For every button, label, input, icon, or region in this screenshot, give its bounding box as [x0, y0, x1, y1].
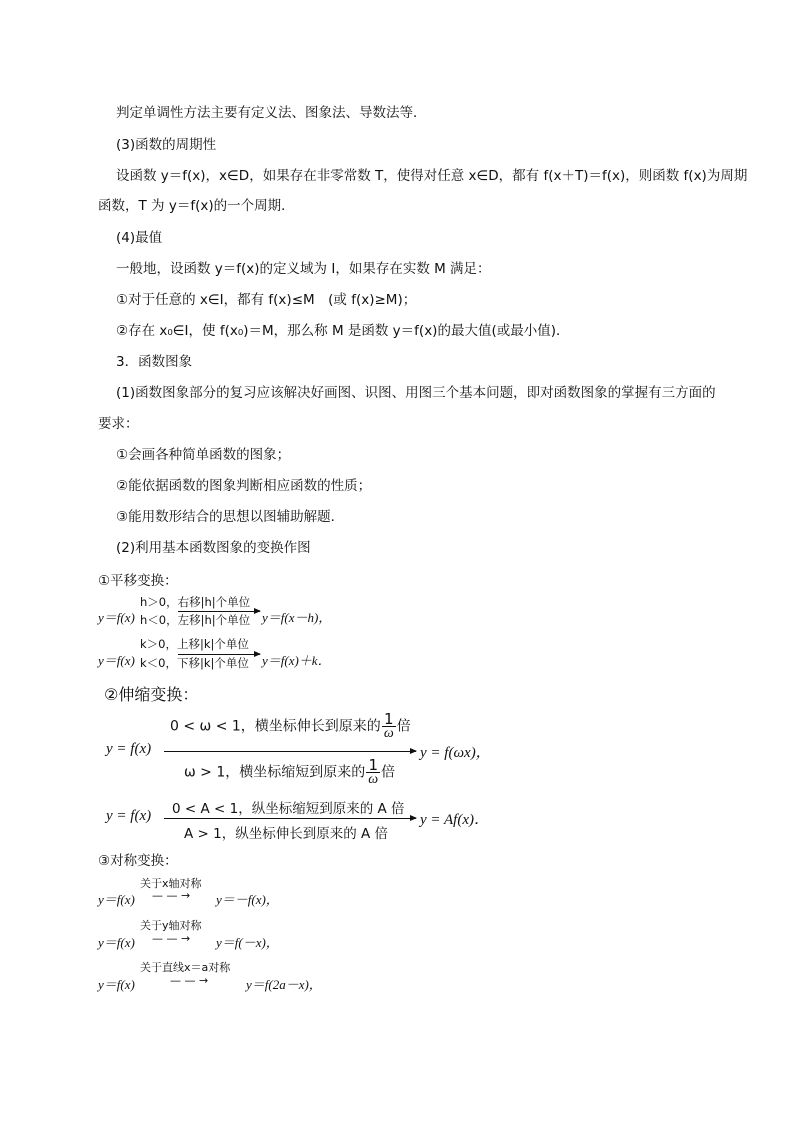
extrema-intro: 一般地，设函数 y＝f(x)的定义域为 I，如果存在实数 M 满足： [116, 261, 491, 277]
requirement-2: ②能依据函数的图象判断相应函数的性质； [116, 478, 372, 494]
symmetry-a-lhs: y＝f(x) [98, 977, 135, 992]
stretch-omega-top-label [170, 712, 411, 741]
translation-h-lhs: y＝f(x) [98, 610, 135, 625]
symmetry-y-lhs: y＝f(x) [98, 935, 135, 950]
stretch-omega-bottom-label [184, 758, 395, 787]
symmetry-title: ③对称变换： [98, 853, 178, 869]
stretch-a-top-label: 0 < A < 1，纵坐标缩短到原来的 A 倍 [172, 801, 405, 817]
stretch-a-arrow [164, 818, 416, 819]
stretch-omega-top-suffix: 倍 [396, 718, 411, 735]
heading-extrema: (4)最值 [116, 230, 163, 246]
heading-periodicity: (3)函数的周期性 [116, 137, 217, 153]
stretch-omega-top-text: 0 < ω < 1，横坐标伸长到原来的 [170, 718, 381, 735]
symmetry-x-lhs: y＝f(x) [98, 892, 135, 907]
stretch-title: ②伸缩变换： [104, 685, 199, 704]
periodicity-def-line1: 设函数 y＝f(x)，x∈D，如果存在非零常数 T，使得对任意 x∈D，都有 f(x＋T)＝f(x)，则函数 f(x)为周期 [116, 168, 748, 184]
symmetry-a-label: 关于直线x＝a对称 [140, 961, 231, 974]
symmetry-y-label: 关于y轴对称 [140, 919, 202, 932]
stretch-omega-lhs: y = f(x) [106, 741, 152, 757]
translation-k-bottom-label: k＜0，下移|k|个单位 [140, 656, 249, 670]
section-3-heading: 3．函数图象 [116, 354, 193, 370]
requirement-1: ①会画各种简单函数的图象； [116, 447, 291, 463]
stretch-a-rhs: y = Af(x)． [420, 812, 489, 828]
translation-k-top-label: k＞0，上移|k|个单位 [140, 637, 249, 651]
translation-h-arrow [178, 611, 260, 612]
symmetry-a-arrow: — — → [170, 974, 209, 987]
translation-k-arrow [178, 654, 260, 655]
fraction-denominator: ω [368, 772, 379, 787]
symmetry-x-arrow: — — → [152, 889, 191, 902]
symmetry-a-rhs: y＝f(2a－x)， [246, 977, 322, 992]
stretch-omega-rhs: y = f(ωx)， [420, 745, 491, 761]
stretch-a-lhs: y = f(x) [106, 808, 152, 824]
stretch-omega-bottom-suffix: 倍 [381, 764, 396, 781]
periodicity-def-line2: 函数，T 为 y＝f(x)的一个周期． [98, 198, 295, 214]
symmetry-x-label: 关于x轴对称 [140, 877, 202, 890]
translation-k-rhs: y＝f(x)＋k． [262, 653, 331, 668]
translation-title: ①平移变换： [98, 573, 178, 589]
stretch-omega-top-fraction [382, 712, 396, 741]
stretch-omega-bottom-text: ω > 1，横坐标缩短到原来的 [184, 764, 366, 781]
stretch-a-bottom-label: A > 1，纵坐标伸长到原来的 A 倍 [184, 826, 389, 842]
translation-h-bottom-label: h＜0，左移|h|个单位 [140, 613, 251, 627]
stretch-omega-arrow [164, 751, 416, 752]
graph-review-line1: (1)函数图象部分的复习应该解决好画图、识图、用图三个基本问题，即对函数图象的掌握有三方面的 [116, 385, 716, 401]
graph-review-line2: 要求： [98, 416, 139, 432]
requirement-3: ③能用数形结合的思想以图辅助解题． [116, 509, 345, 525]
extrema-condition-2: ②存在 x₀∈I，使 f(x₀)＝M，那么称 M 是函数 y＝f(x)的最大值(或最小值)． [116, 323, 570, 339]
translation-h-rhs: y＝f(x－h)， [262, 610, 332, 625]
translation-h-top-label: h＞0，右移|h|个单位 [140, 595, 251, 609]
symmetry-y-arrow: — — → [152, 932, 191, 945]
translation-k-lhs: y＝f(x) [98, 653, 135, 668]
fraction-numerator: 1 [382, 712, 396, 727]
monotonic-methods-text: 判定单调性方法主要有定义法、图象法、导数法等． [116, 105, 427, 121]
transform-heading: (2)利用基本函数图象的变换作图 [116, 540, 311, 556]
symmetry-y-rhs: y＝f(－x)， [216, 935, 279, 950]
extrema-condition-1: ①对于任意的 x∈I，都有 f(x)≤M (或 f(x)≥M)； [116, 292, 417, 308]
fraction-numerator: 1 [366, 758, 380, 773]
symmetry-x-rhs: y＝－f(x)， [216, 892, 279, 907]
stretch-omega-bottom-fraction [366, 758, 380, 787]
fraction-denominator: ω [383, 726, 394, 741]
